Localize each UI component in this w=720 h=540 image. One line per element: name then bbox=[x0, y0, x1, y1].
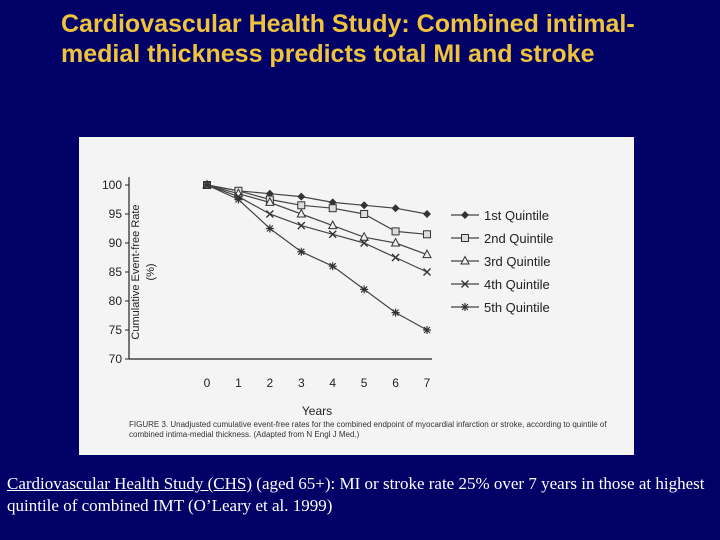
y-tick-label: 100 bbox=[101, 178, 122, 192]
slide-caption bbox=[7, 473, 713, 517]
data-point bbox=[234, 196, 242, 204]
y-tick-label: 85 bbox=[108, 265, 122, 279]
x-tick-label: 3 bbox=[297, 376, 305, 390]
line-chart bbox=[79, 137, 634, 455]
data-point bbox=[266, 225, 274, 233]
y-tick-label: 90 bbox=[108, 236, 122, 250]
legend-marker bbox=[461, 303, 469, 311]
data-point bbox=[329, 205, 336, 212]
data-point bbox=[203, 181, 211, 189]
data-point bbox=[424, 269, 431, 276]
y-axis-label: Cumulative Event-free Rate bbox=[130, 204, 142, 340]
figure-caption: FIGURE 3. Unadjusted cumulative event-free rates for the combined endpoint of myocardial infarction or stroke, according to quintile of combined intima-medial thickness. (Adapted from N Engl J Med.) bbox=[129, 420, 607, 439]
y-tick-label: 80 bbox=[108, 294, 122, 308]
x-axis-label: Years bbox=[301, 404, 333, 418]
x-tick-label: 0 bbox=[203, 376, 211, 390]
caption-link[interactable]: Cardiovascular Health Study (CHS) bbox=[7, 474, 253, 493]
slide-title: Cardiovascular Health Study: Combined intimal-medial thickness predicts total MI and stroke bbox=[61, 10, 635, 68]
data-point bbox=[392, 204, 400, 212]
x-tick-label: 7 bbox=[423, 376, 431, 390]
data-point bbox=[424, 231, 431, 238]
data-point bbox=[297, 193, 305, 201]
legend-label: 5th Quintile bbox=[484, 300, 550, 315]
data-point bbox=[392, 309, 400, 317]
data-point bbox=[298, 202, 305, 209]
y-tick-label: 95 bbox=[108, 207, 122, 221]
data-point bbox=[298, 222, 305, 229]
data-point bbox=[329, 231, 336, 238]
chart-figure bbox=[79, 137, 634, 455]
x-tick-label: 6 bbox=[392, 376, 399, 390]
data-point bbox=[423, 210, 431, 218]
data-point bbox=[329, 262, 337, 270]
legend-label: 1st Quintile bbox=[484, 208, 550, 223]
figure-caption-wrap bbox=[129, 420, 619, 452]
legend-label: 2nd Quintile bbox=[484, 231, 554, 246]
data-point bbox=[360, 201, 368, 209]
x-tick-label: 5 bbox=[360, 376, 368, 390]
y-tick-label: 70 bbox=[108, 352, 122, 366]
y-tick-label: 75 bbox=[108, 323, 122, 337]
x-tick-label: 4 bbox=[329, 376, 337, 390]
data-point bbox=[392, 228, 399, 235]
legend-label: 3rd Quintile bbox=[484, 254, 551, 269]
data-point bbox=[266, 211, 273, 218]
x-tick-label: 2 bbox=[266, 376, 274, 390]
caption-text: (aged 65+): MI or stroke rate 25% over 7 years in those at highest quintile of combined IMT (O’Leary et al. 1999) bbox=[7, 474, 705, 515]
legend-marker bbox=[462, 235, 469, 242]
x-tick-label: 1 bbox=[235, 376, 242, 390]
data-point bbox=[361, 211, 368, 218]
data-point bbox=[423, 326, 431, 334]
data-point bbox=[360, 285, 368, 293]
data-point bbox=[297, 248, 305, 256]
legend-label: 4th Quintile bbox=[484, 277, 550, 292]
data-point bbox=[392, 254, 399, 261]
y-axis-unit: (%) bbox=[145, 263, 157, 281]
